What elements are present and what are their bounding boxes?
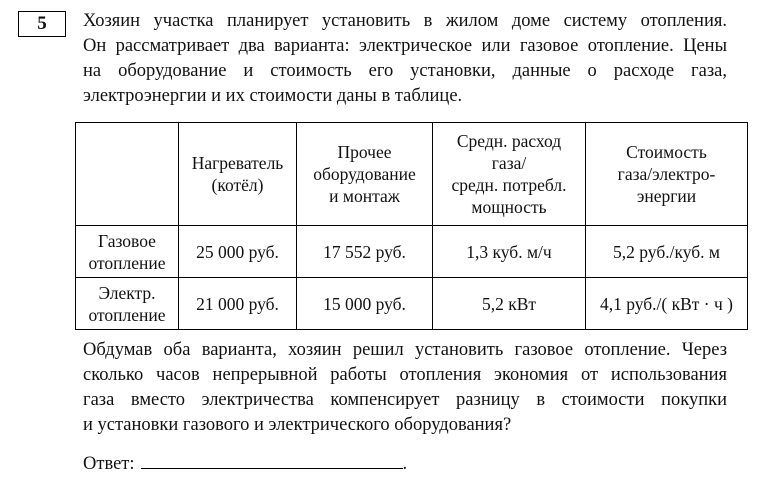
intro-line: Он рассматривает два варианта: электрическое или газовое отопление. Цены	[83, 36, 727, 56]
header-heater: Нагреватель (котёл)	[179, 123, 297, 226]
task-intro	[83, 9, 727, 109]
heating-cost-table	[75, 122, 748, 330]
table-cell: 1,3 куб. м/ч	[433, 226, 586, 278]
row-label-electric: Электр. отопление	[76, 278, 179, 330]
task-number: 5	[18, 11, 66, 37]
table-row	[76, 278, 748, 330]
question-line: сколько часов непрерывной работы отопления экономия от использования	[83, 365, 727, 385]
table-header-row	[76, 123, 748, 226]
answer-row	[83, 452, 407, 477]
table-corner-cell	[76, 123, 179, 226]
table-cell: 25 000 руб.	[179, 226, 297, 278]
row-label-gas: Газовое отопление	[76, 226, 179, 278]
table-cell: 4,1 руб./( кВт · ч )	[586, 278, 748, 330]
intro-line: электроэнергии и их стоимости даны в таблице.	[83, 86, 463, 106]
table-cell: 5,2 кВт	[433, 278, 586, 330]
task-question	[83, 338, 727, 438]
table-cell: 15 000 руб.	[297, 278, 433, 330]
table-cell: 17 552 руб.	[297, 226, 433, 278]
header-cost: Стоимость газа/электро- энергии	[586, 123, 748, 226]
table-cell: 21 000 руб.	[179, 278, 297, 330]
intro-line: Хозяин участка планирует установить в жилом доме систему отопления.	[83, 11, 727, 31]
question-line: газа вместо электричества компенсирует разницу в стоимости покупки	[83, 390, 727, 410]
question-line: Обдумав оба варианта, хозяин решил установить газовое отопление. Через	[83, 340, 727, 360]
question-line: и установки газового и электрического оборудования?	[83, 415, 512, 435]
table-cell: 5,2 руб./куб. м	[586, 226, 748, 278]
header-other-equipment: Прочее оборудование и монтаж	[297, 123, 433, 226]
answer-field[interactable]	[141, 452, 403, 469]
header-consumption: Средн. расход газа/ средн. потребл. мощность	[433, 123, 586, 226]
answer-label: Ответ:	[83, 454, 135, 474]
table-row	[76, 226, 748, 278]
intro-line: на оборудование и стоимость его установки, данные о расходе газа,	[83, 61, 727, 81]
answer-period: .	[402, 454, 408, 474]
